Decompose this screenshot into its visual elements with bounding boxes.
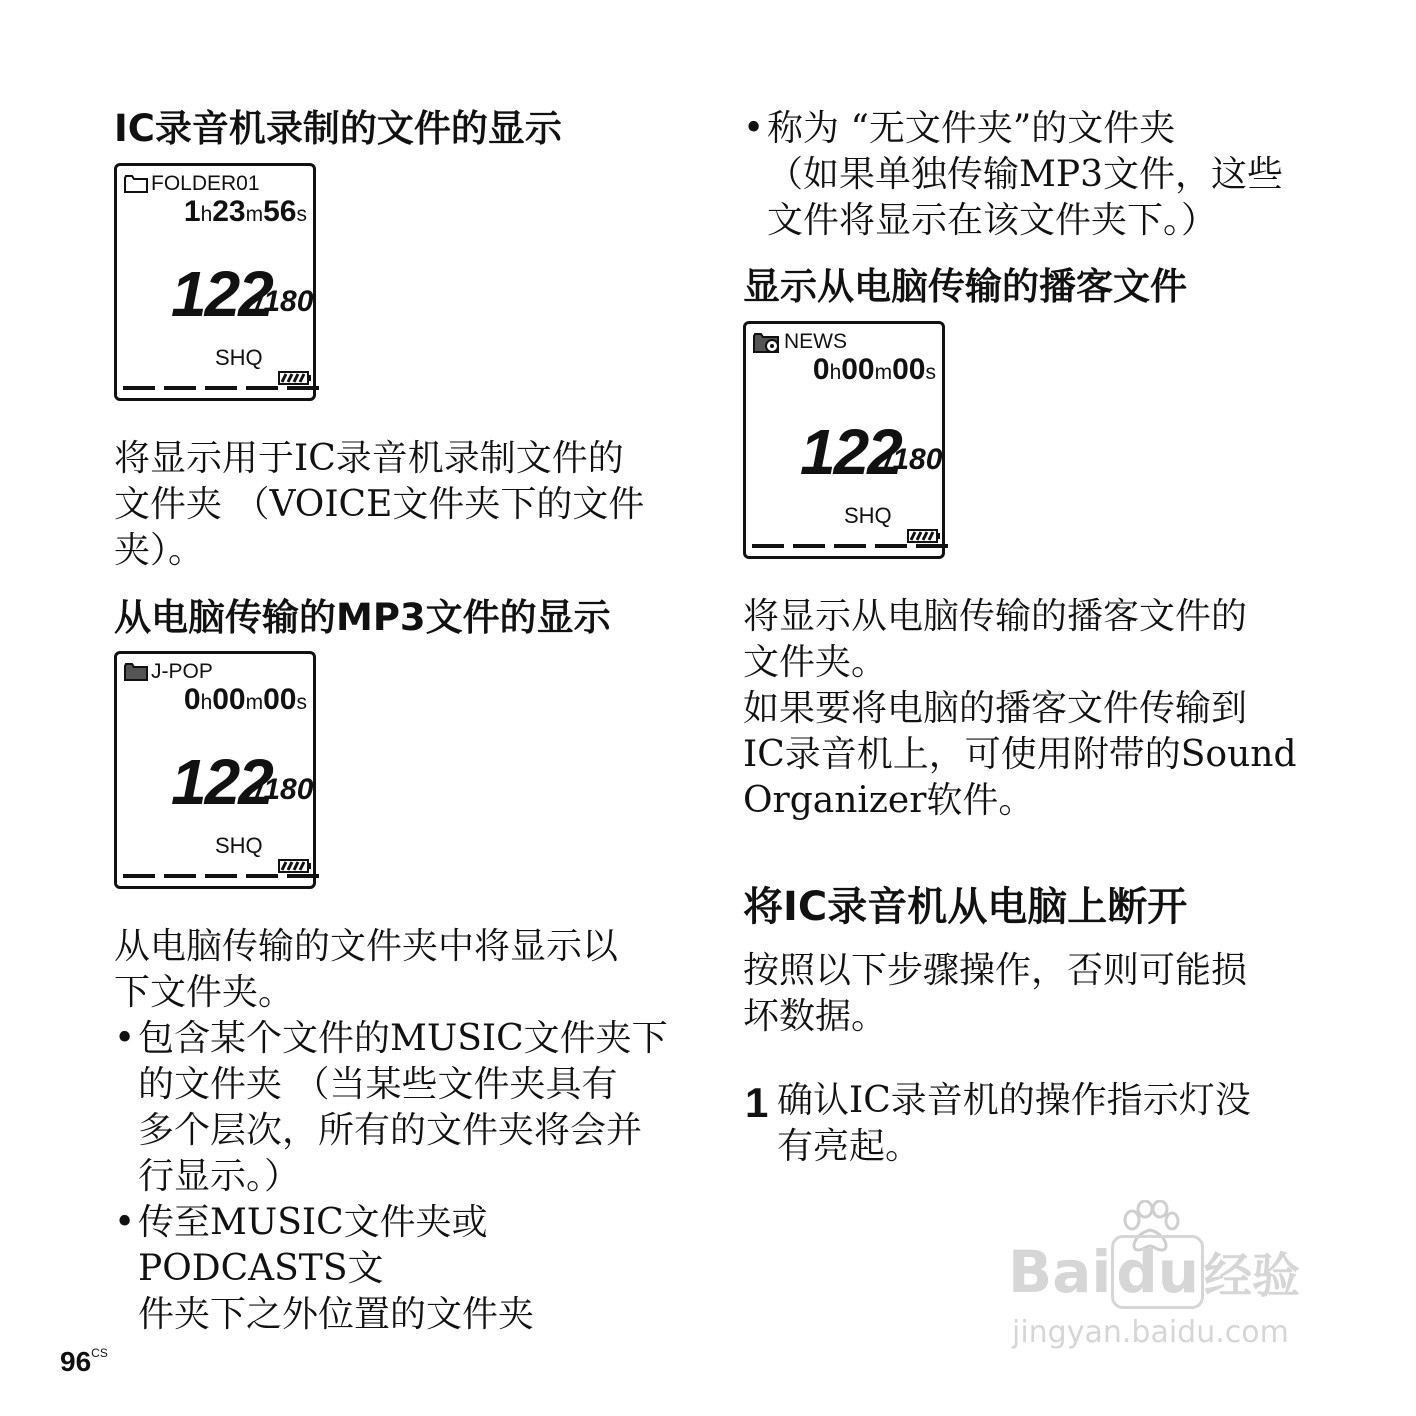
list-item: • 包含某个文件的MUSIC文件夹下 的文件夹 （当某些文件夹具有 多个层次，所有的文件夹将会并 行显示。）: [114, 1016, 684, 1200]
lcd-elapsed-time: 1h23m56s: [183, 195, 307, 228]
podcast-folder-icon: [753, 333, 781, 353]
watermark-url: jingyan.baidu.com: [1012, 1315, 1289, 1350]
battery-icon: [278, 859, 312, 873]
lcd-track-number: 122: [171, 746, 272, 818]
step-number: 1: [745, 1079, 769, 1126]
step-item: [743, 1078, 1343, 1170]
list-item: • 传至MUSIC文件夹或PODCASTS文 件夹下之外位置的文件夹: [114, 1200, 684, 1338]
lcd-level-meter: [752, 544, 948, 548]
lcd-folder-name: FOLDER01: [151, 172, 260, 195]
watermark-brand2: du: [1111, 1235, 1204, 1309]
section-heading-ic-recorder-files: IC录音机录制的文件的显示: [114, 107, 562, 150]
watermark: [1000, 1200, 1340, 1370]
lcd-elapsed-time: 0h00m00s: [183, 683, 307, 716]
lcd-elapsed-time: 0h00m00s: [812, 353, 936, 386]
lcd-track-total: /180: [255, 285, 314, 318]
lcd-rec-mode: SHQ: [844, 503, 892, 528]
lcd-track-total: /180: [255, 773, 314, 806]
lcd-track-total: /180: [884, 443, 943, 476]
section-heading-podcast-files: 显示从电脑传输的播客文件: [743, 265, 1187, 308]
section-heading-disconnect: 将IC录音机从电脑上断开: [743, 884, 1188, 930]
lcd-folder-name: NEWS: [784, 330, 847, 353]
battery-icon: [278, 371, 312, 385]
folder-icon: [124, 663, 148, 681]
lcd-track-number: 122: [171, 258, 272, 330]
battery-icon: [907, 529, 941, 543]
bullet-list-mp3-folders: [114, 1016, 684, 1338]
section-text-ic-recorder-files: 将显示用于IC录音机录制文件的 文件夹 （VOICE文件夹下的文件 夹）。: [114, 438, 645, 571]
section-text-podcast-files: 将显示从电脑传输的播客文件的 文件夹。 如果要将电脑的播客文件传输到 IC录音机上，可使用附带的Sound Organizer软件。: [743, 596, 1297, 821]
lcd-track-number: 122: [800, 416, 901, 488]
lcd-display-folder01: [114, 163, 316, 401]
lcd-display-jpop: [114, 651, 316, 889]
lcd-rec-mode: SHQ: [215, 345, 263, 370]
watermark-cn: 经验: [1204, 1248, 1301, 1304]
section-text-disconnect: 按照以下步骤操作，否则可能损 坏数据。: [743, 950, 1248, 1037]
bullet-list-no-folder: [743, 106, 1343, 244]
folder-icon: [124, 175, 148, 193]
lcd-display-news: [743, 321, 945, 559]
lcd-folder-name: J-POP: [151, 660, 213, 683]
lcd-level-meter: [123, 386, 319, 390]
step-text: 确认IC录音机的操作指示灯没 有亮起。: [777, 1080, 1251, 1167]
section-heading-mp3-files: 从电脑传输的MP3文件的显示: [114, 596, 611, 639]
watermark-brand: Bai: [1008, 1238, 1112, 1306]
lcd-rec-mode: SHQ: [215, 833, 263, 858]
section-text-mp3-files: 从电脑传输的文件夹中将显示以 下文件夹。: [114, 926, 619, 1013]
page-number: $96^{CS}$: [60, 1346, 108, 1377]
lcd-level-meter: [123, 874, 319, 878]
list-item: • 称为 “无文件夹”的文件夹 （如果单独传输MP3文件，这些 文件将显示在该文件夹下。）: [743, 106, 1343, 244]
